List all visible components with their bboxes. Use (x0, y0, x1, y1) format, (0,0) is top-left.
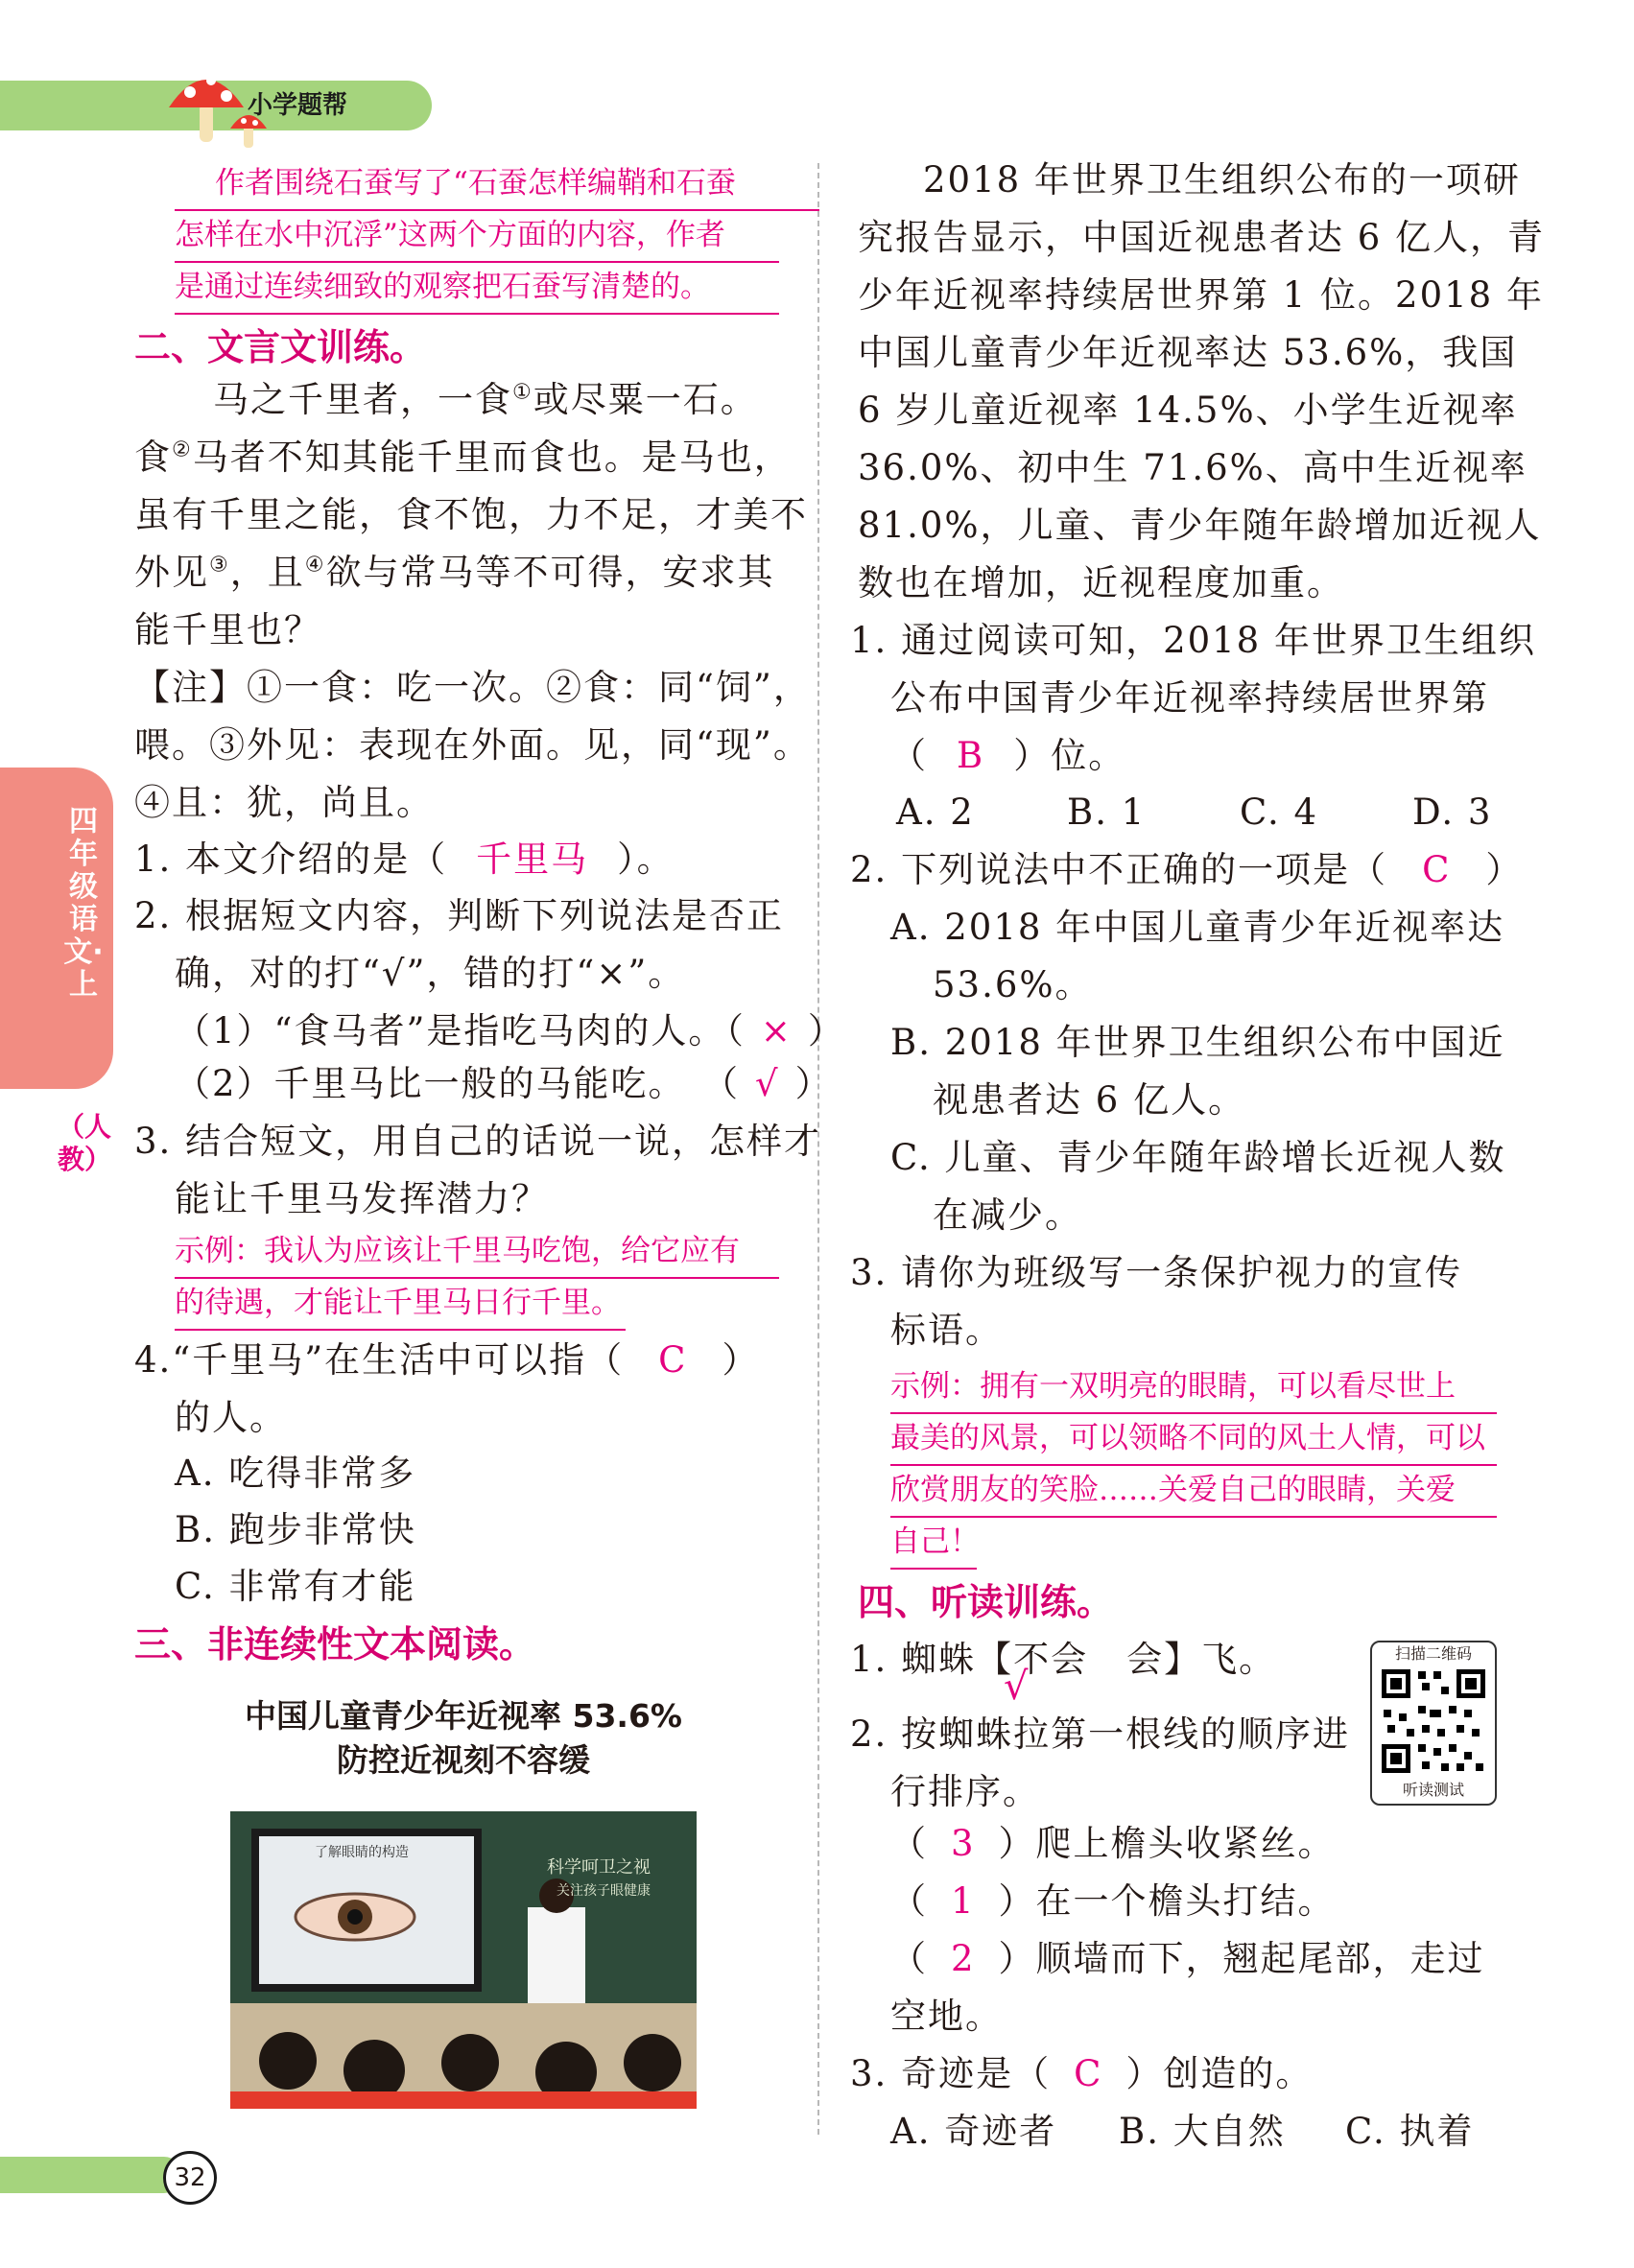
page-number: 32 (163, 2151, 217, 2205)
passage-line: 食②马者不知其能千里而食也。是马也， (134, 437, 792, 478)
note-line: 【注】①一食：吃一次。②食：同“饲”， (134, 667, 811, 708)
option-cont: 在减少。 (933, 1194, 1082, 1236)
option: C. 4 (1240, 791, 1319, 833)
section-title: 四、听读训练。 (858, 1581, 1114, 1623)
classroom-photo (230, 1811, 697, 2109)
answer-line: 最美的风景，可以领略不同的风土人情，可以 (890, 1412, 1497, 1466)
qr-code-icon (1380, 1667, 1487, 1775)
board-caption: 了解眼睛的构造 (315, 1845, 409, 1860)
option: C. 儿童、青少年随年龄增长近视人数 (890, 1137, 1506, 1178)
qr-caption-top: 扫描二维码 (1394, 1644, 1472, 1663)
answer-line: 怎样在水中沉浮”这两个方面的内容，作者 (175, 209, 779, 263)
order-item: （ 1 ）在一个檐头打结。 (890, 1880, 1336, 1922)
question-1-line: 公布中国青少年近视率持续居世界第 (890, 677, 1489, 719)
option: A. 2018 年中国儿童青少年近视率达 (890, 907, 1505, 948)
option: A. 2 (896, 791, 975, 833)
option: B. 跑步非常快 (175, 1509, 416, 1550)
side-tab-grade: 四年级语文·上 (63, 805, 104, 1002)
option: A. 吃得非常多 (175, 1453, 416, 1494)
note-line: ④且：犹，尚且。 (134, 782, 434, 823)
listen-question-2: 2. 按蜘蛛拉第一根线的顺序进 (850, 1713, 1351, 1755)
answer-line: 的待遇，才能让千里马日行千里。 (175, 1277, 626, 1331)
answer-line: 欣赏朋友的笑脸……关爱自己的眼睛，关爱 (890, 1464, 1497, 1518)
judge-item: （2）千里马比一般的马能吃。 （ √ ） (175, 1063, 833, 1104)
report-line: 6 岁儿童近视率 14.5%、小学生近视率 (858, 390, 1518, 431)
section-title: 三、非连续性文本阅读。 (134, 1623, 536, 1666)
option: D. 3 (1412, 791, 1493, 833)
option: B. 2018 年世界卫生组织公布中国近 (890, 1022, 1505, 1063)
report-line: 中国儿童青少年近视率达 53.6%，我国 (858, 332, 1518, 373)
option: A. 奇迹者 (890, 2111, 1057, 2152)
question-3: 3. 结合短文，用自己的话说一说，怎样才 (134, 1121, 822, 1162)
passage-line: 能千里也？ (134, 609, 321, 650)
answer-line: 是通过连续细致的观察把石蚕写清楚的。 (175, 261, 779, 315)
question-4-line: 的人。 (175, 1397, 287, 1438)
question-3-line: 标语。 (890, 1310, 1003, 1351)
answer-line: 自己！ (890, 1516, 977, 1570)
question-1: 1. 本文介绍的是（ 千里马 ）。 (134, 839, 675, 880)
blackboard-text: 关注孩子眼健康 (557, 1883, 651, 1899)
passage-line: 马之千里者，一食①或尽粟一石。 (213, 379, 758, 420)
judge-item: （1）“食马者”是指吃马肉的人。（ × ） (175, 1010, 845, 1051)
order-item: （ 3 ）爬上檐头收紧丝。 (890, 1823, 1336, 1864)
passage-line: 虽有千里之能，食不饱，力不足，才美不 (134, 494, 808, 535)
section-title: 二、文言文训练。 (134, 326, 427, 368)
question-3-line: 能让千里马发挥潜力？ (175, 1178, 549, 1219)
article-title: 中国儿童青少年近视率 53.6% (245, 1697, 682, 1735)
side-tab-edition: （人教） (58, 1111, 112, 1175)
option: C. 非常有才能 (175, 1566, 416, 1607)
report-line: 81.0%，儿童、青少年随年龄增加近视人 (858, 505, 1542, 546)
question-2-line: 确，对的打“√”，错的打“×”。 (175, 953, 686, 994)
option: B. 1 (1067, 791, 1147, 833)
option-cont: 53.6%。 (933, 964, 1093, 1005)
question-3: 3. 请你为班级写一条保护视力的宣传 (850, 1252, 1463, 1293)
report-line: 2018 年世界卫生组织公布的一项研 (923, 159, 1521, 201)
question-1: 1. 通过阅读可知，2018 年世界卫生组织 (850, 620, 1536, 661)
brand-label: 小学题帮 (248, 91, 348, 120)
question-2: 2. 根据短文内容，判断下列说法是否正 (134, 895, 785, 936)
blackboard-text: 科学呵卫之视 (547, 1857, 651, 1878)
answer-line: 作者围绕石蚕写了“石蚕怎样编鞘和石蚕 (175, 157, 819, 211)
listen-question-3: 3. 奇迹是（ C ）创造的。 (850, 2053, 1314, 2094)
listen-question-1: 1. 蜘蛛【不会 会】飞。 (850, 1639, 1277, 1680)
option: C. 执着 (1345, 2111, 1475, 2152)
report-line: 究报告显示，中国近视患者达 6 亿人，青 (858, 217, 1546, 258)
option: B. 大自然 (1119, 2111, 1286, 2152)
check-mark: √ (1004, 1665, 1029, 1709)
report-line: 数也在增加，近视程度加重。 (858, 562, 1344, 603)
question-1-blank: （ B ）位。 (890, 735, 1126, 776)
passage-line: 外见③，且④欲与常马等不可得，安求其 (134, 552, 775, 593)
question-2: 2. 下列说法中不正确的一项是（ C ） (850, 849, 1524, 890)
answer-line: 示例：拥有一双明亮的眼睛，可以看尽世上 (890, 1360, 1497, 1414)
footer-bar (0, 2157, 182, 2193)
report-line: 36.0%、初中生 71.6%、高中生近视率 (858, 447, 1527, 488)
report-line: 少年近视率持续居世界第 1 位。2018 年 (858, 274, 1544, 316)
option-cont: 视患者达 6 亿人。 (933, 1079, 1246, 1121)
article-subtitle: 防控近视刻不容缓 (337, 1741, 590, 1779)
answer-line: 示例：我认为应该让千里马吃饱，给它应有 (175, 1225, 779, 1279)
question-4: 4.“千里马”在生活中可以指（ C ） (134, 1339, 760, 1381)
listen-question-2-line: 行排序。 (890, 1771, 1040, 1812)
order-item-cont: 空地。 (890, 1996, 1003, 2037)
qr-code-card[interactable] (1370, 1641, 1497, 1806)
qr-caption-bottom: 听读测试 (1402, 1781, 1464, 1799)
order-item: （ 2 ）顺墙而下，翘起尾部，走过 (890, 1938, 1485, 1979)
note-line: 喂。③外见：表现在外面。见，同“现”。 (134, 724, 811, 766)
